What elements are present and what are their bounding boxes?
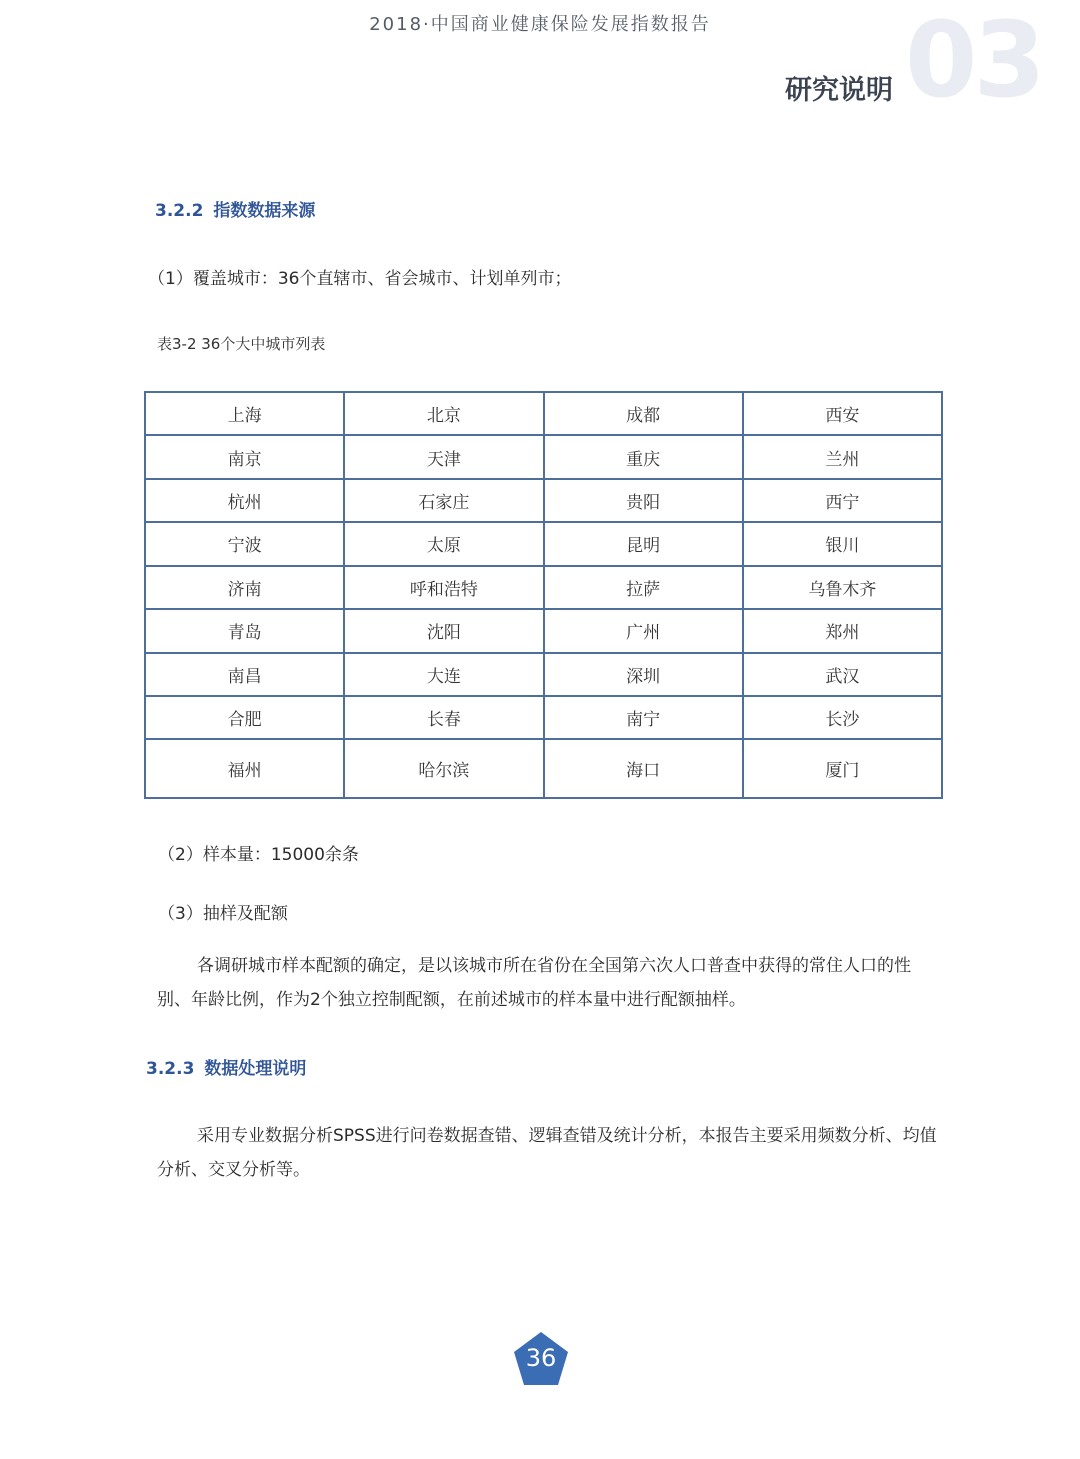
- sampling-item: （3）抽样及配额: [158, 904, 288, 924]
- table-cell: 乌鲁木齐: [743, 566, 942, 609]
- city-table: [144, 391, 943, 799]
- table-cell: 长春: [344, 696, 543, 739]
- table-row: [145, 435, 942, 478]
- processing-paragraph: 采用专业数据分析SPSS进行问卷数据查错、逻辑查错及统计分析，本报告主要采用频数分析、均值分析、交叉分析等。: [157, 1126, 937, 1180]
- report-title: 2018·中国商业健康保险发展指数报告: [369, 14, 711, 35]
- table-cell: 贵阳: [544, 479, 743, 522]
- table-cell: 厦门: [743, 739, 942, 798]
- table-cell: 太原: [344, 522, 543, 565]
- table-row: [145, 479, 942, 522]
- table-row: [145, 653, 942, 696]
- section-heading-3-2-2: [155, 196, 315, 221]
- quota-paragraph: 各调研城市样本配额的确定，是以该城市所在省份在全国第六次人口普查中获得的常住人口的性别、年龄比例，作为2个独立控制配额，在前述城市的样本量中进行配额抽样。: [157, 956, 911, 1010]
- table-cell: 合肥: [145, 696, 344, 739]
- table-cell: 南宁: [544, 696, 743, 739]
- table-cell: 哈尔滨: [344, 739, 543, 798]
- table-cell: 拉萨: [544, 566, 743, 609]
- table-cell: 西宁: [743, 479, 942, 522]
- table-row: [145, 566, 942, 609]
- table-cell: 呼和浩特: [344, 566, 543, 609]
- table-cell: 西安: [743, 392, 942, 435]
- section-heading-3-2-3: [146, 1054, 306, 1079]
- table-cell: 杭州: [145, 479, 344, 522]
- table-cell: 深圳: [544, 653, 743, 696]
- table-row: [145, 392, 942, 435]
- table-cell: 沈阳: [344, 609, 543, 652]
- table-cell: 天津: [344, 435, 543, 478]
- table-cell: 福州: [145, 739, 344, 798]
- table-cell: 石家庄: [344, 479, 543, 522]
- table-row: [145, 696, 942, 739]
- page-number: 36: [525, 1344, 557, 1372]
- sample-size-item: （2）样本量：15000余条: [158, 845, 359, 865]
- table-cell: 银川: [743, 522, 942, 565]
- table-cell: 宁波: [145, 522, 344, 565]
- table-cell: 南昌: [145, 653, 344, 696]
- table-row: [145, 522, 942, 565]
- table-cell: 昆明: [544, 522, 743, 565]
- table-cell: 长沙: [743, 696, 942, 739]
- table-cell: 重庆: [544, 435, 743, 478]
- chapter-number: 03: [905, 0, 1042, 121]
- table-cell: 济南: [145, 566, 344, 609]
- coverage-item: （1）覆盖城市：36个直辖市、省会城市、计划单列市；: [148, 269, 572, 289]
- table-cell: 广州: [544, 609, 743, 652]
- table-cell: 成都: [544, 392, 743, 435]
- chapter-title: 研究说明: [785, 75, 893, 106]
- table-row: [145, 609, 942, 652]
- table-cell: 上海: [145, 392, 344, 435]
- section-number: 3.2.2: [155, 201, 204, 221]
- table-cell: 青岛: [145, 609, 344, 652]
- table-row: [145, 739, 942, 798]
- section-number: 3.2.3: [146, 1059, 195, 1079]
- table-caption: 表3-2 36个大中城市列表: [157, 335, 326, 353]
- table-cell: 北京: [344, 392, 543, 435]
- table-cell: 南京: [145, 435, 344, 478]
- section-title: 指数数据来源: [213, 201, 316, 221]
- table-cell: 海口: [544, 739, 743, 798]
- table-cell: 武汉: [743, 653, 942, 696]
- section-title: 数据处理说明: [204, 1059, 307, 1079]
- table-cell: 兰州: [743, 435, 942, 478]
- table-cell: 郑州: [743, 609, 942, 652]
- table-cell: 大连: [344, 653, 543, 696]
